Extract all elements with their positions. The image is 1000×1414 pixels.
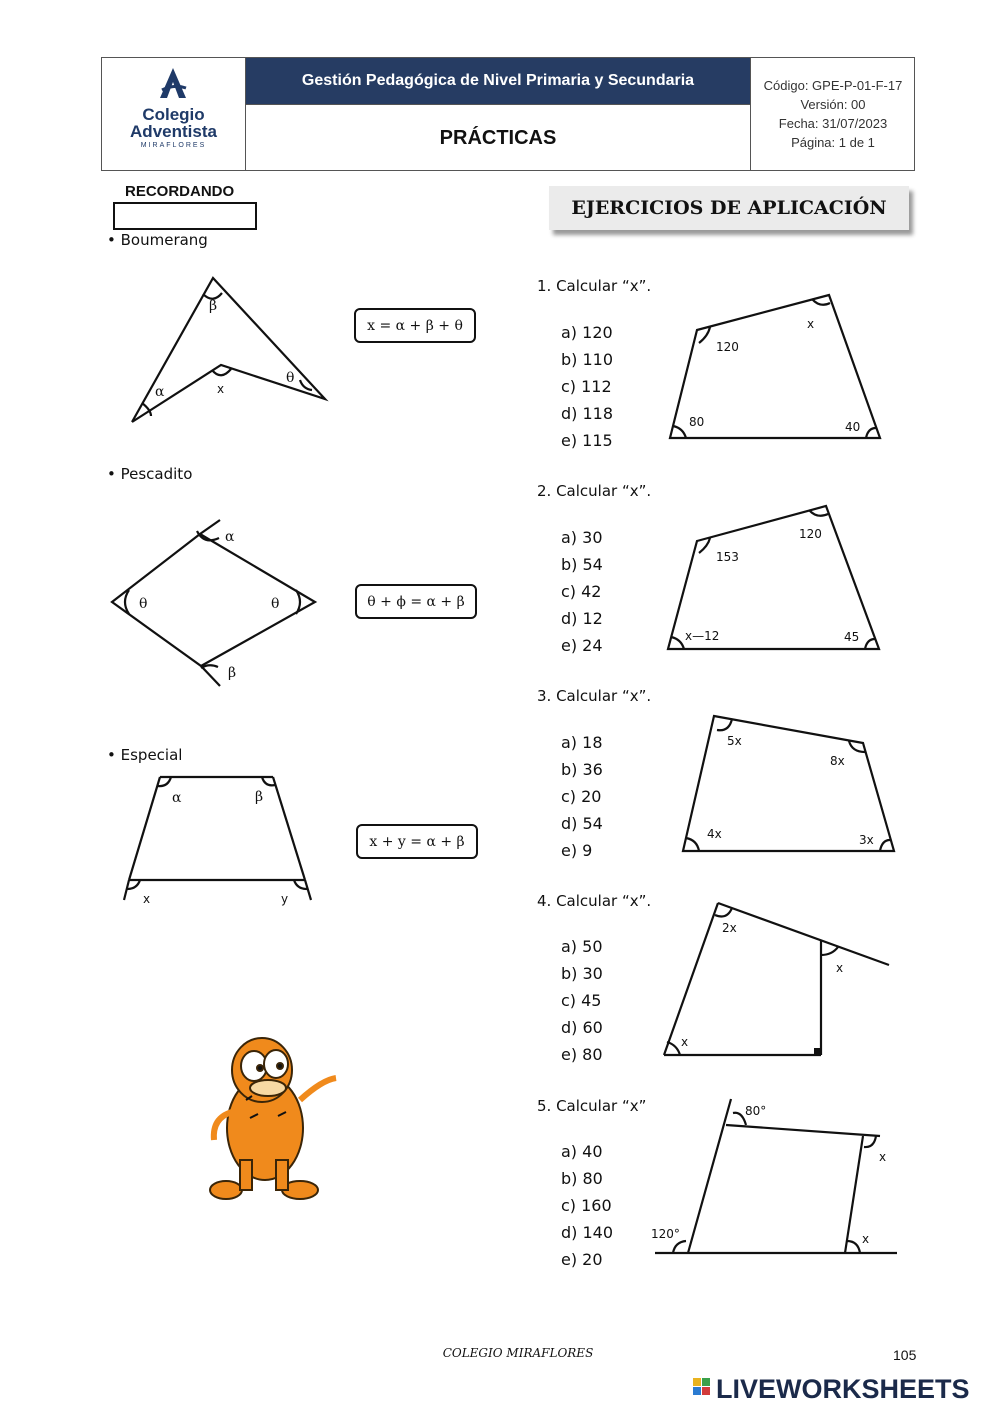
option-a[interactable]: a) 18 — [561, 733, 603, 752]
section-name: Boumerang — [120, 231, 208, 249]
option-d[interactable]: d) 60 — [561, 1018, 603, 1037]
boomerang-label-beta: β — [209, 298, 218, 314]
option-b[interactable]: b) 30 — [561, 964, 603, 983]
option-c[interactable]: c) 20 — [561, 787, 602, 806]
boomerang-label-theta: θ — [286, 370, 295, 386]
document-title: PRÁCTICAS — [246, 104, 750, 171]
exercise-2-question: 2. Calcular “x”. — [537, 482, 652, 500]
exercise-4-question: 4. Calcular “x”. — [537, 892, 652, 910]
option-b[interactable]: b) 36 — [561, 760, 603, 779]
doc-version: Versión: 00 — [800, 97, 866, 112]
ex2-label-top-left: 153 — [716, 550, 739, 564]
option-e[interactable]: e) 24 — [561, 636, 603, 655]
recordando-title: RECORDANDO — [125, 183, 235, 200]
ex3-label-top-left: 5x — [727, 734, 742, 748]
logo-line-3: MIRAFLORES — [140, 142, 207, 149]
boomerang-label-x: x — [217, 382, 225, 396]
pescadito-label-theta-left: θ — [139, 596, 148, 612]
ex2-label-top-right: 120 — [799, 527, 822, 541]
section-boumerang: • Boumerang — [107, 231, 208, 249]
ex2-label-bottom-right: 45 — [844, 630, 860, 644]
ex5-label-bottom-left: 120° — [651, 1227, 680, 1241]
option-b[interactable]: b) 80 — [561, 1169, 603, 1188]
option-d[interactable]: d) 118 — [561, 404, 614, 423]
boomerang-label-alpha: α — [155, 384, 165, 400]
section-name: Pescadito — [120, 465, 193, 483]
formula-especial: x + y = α + β — [356, 824, 478, 859]
pescadito-label-beta: β — [228, 665, 237, 681]
ex1-label-bottom-left: 80 — [689, 415, 705, 429]
ex3-label-bottom-left: 4x — [707, 827, 722, 841]
ex4-label-right: x — [836, 961, 844, 975]
option-a[interactable]: a) 50 — [561, 937, 603, 956]
option-c[interactable]: c) 45 — [561, 991, 602, 1010]
option-d[interactable]: d) 140 — [561, 1223, 614, 1242]
option-c[interactable]: c) 112 — [561, 377, 612, 396]
option-b[interactable]: b) 110 — [561, 350, 614, 369]
option-e[interactable]: e) 9 — [561, 841, 593, 860]
pescadito-label-theta-right: θ — [271, 596, 280, 612]
especial-label-x: x — [143, 892, 151, 906]
formula-boumerang: x = α + β + θ — [354, 308, 476, 343]
option-a[interactable]: a) 30 — [561, 528, 603, 547]
exercises-banner: EJERCICIOS DE APLICACIÓN — [549, 186, 909, 230]
ex1-label-top-left: 120 — [716, 340, 739, 354]
pescadito-label-alpha: α — [225, 529, 235, 545]
option-c[interactable]: c) 42 — [561, 582, 602, 601]
ex4-label-bottom-left: x — [681, 1035, 689, 1049]
footer-school: COLEGIO MIRAFLORES — [442, 1346, 594, 1360]
option-a[interactable]: a) 40 — [561, 1142, 603, 1161]
ex4-label-top: 2x — [722, 921, 737, 935]
option-e[interactable]: e) 80 — [561, 1045, 603, 1064]
ex5-label-bottom-right: x — [862, 1232, 870, 1246]
doc-page: Página: 1 de 1 — [791, 135, 875, 150]
section-name: Especial — [120, 746, 183, 764]
formula-pescadito: θ + ϕ = α + β — [355, 584, 477, 619]
page-number: 105 — [893, 1347, 917, 1363]
option-b[interactable]: b) 54 — [561, 555, 603, 574]
liveworksheets-watermark: LIVEWORKSHEETS — [716, 1374, 970, 1404]
option-a[interactable]: a) 120 — [561, 323, 613, 342]
doc-date: Fecha: 31/07/2023 — [778, 116, 888, 131]
logo-line-1: Colegio — [142, 105, 205, 124]
ex5-label-top: 80° — [745, 1104, 767, 1118]
exercise-1-question: 1. Calcular “x”. — [537, 277, 652, 295]
section-pescadito: • Pescadito — [107, 465, 193, 483]
especial-label-y: y — [281, 892, 289, 906]
especial-label-beta: β — [255, 789, 264, 805]
exercise-3-question: 3. Calcular “x”. — [537, 687, 652, 705]
option-c[interactable]: c) 160 — [561, 1196, 612, 1215]
especial-label-alpha: α — [172, 790, 182, 806]
ex2-label-bottom-left: x—12 — [685, 629, 720, 643]
option-e[interactable]: e) 20 — [561, 1250, 603, 1269]
ex1-label-top-right: x — [807, 317, 815, 331]
section-especial: • Especial — [107, 746, 183, 764]
option-d[interactable]: d) 54 — [561, 814, 603, 833]
exercise-5-question: 5. Calcular “x” — [537, 1097, 647, 1115]
ex3-label-top-right: 8x — [830, 754, 845, 768]
ex5-label-right: x — [879, 1150, 887, 1164]
logo-line-2: Adventista — [130, 122, 217, 141]
doc-code: Código: GPE-P-01-F-17 — [763, 78, 903, 93]
option-d[interactable]: d) 12 — [561, 609, 603, 628]
option-e[interactable]: e) 115 — [561, 431, 613, 450]
institution-title: Gestión Pedagógica de Nivel Primaria y Secundaria — [246, 58, 750, 104]
ex3-label-bottom-right: 3x — [859, 833, 874, 847]
ex1-label-bottom-right: 40 — [845, 420, 861, 434]
